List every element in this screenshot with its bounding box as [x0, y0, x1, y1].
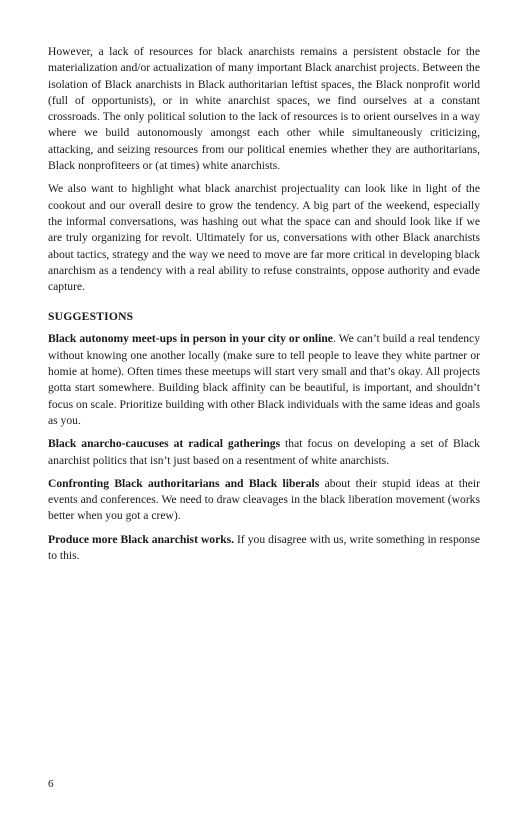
suggestions-heading: SUGGESTIONS — [48, 310, 134, 324]
suggestion-item — [48, 436, 480, 469]
page-number: 6 — [48, 778, 54, 790]
suggestion-title: Black anarcho-caucuses at radical gatherings — [48, 437, 281, 451]
body-paragraph: We also want to highlight what black anarchist projectuality can look like in light of the cookout and our overall desire to grow the tendency. A big part of the weekend, especially the informal conversations, was hashing out what the space can and should look like if we are truly organizing for revolt. Ultimately for us, conversations with other Black anarchists about tactics, strategy and the way we need to move are far more critical in developing black anarchism as a tendency with a real ability to refuse constraints, oppose authority and evade capture. — [48, 182, 480, 294]
suggestion-title: Confronting Black authoritarians and Black liberals — [48, 476, 320, 490]
suggestion-item — [48, 476, 480, 525]
suggestion-text: that focus on developing a set of Black anarchist politics that isn’t just based on a resentment of white anarchists. — [48, 437, 480, 467]
suggestion-text: If you disagree with us, write something in response to this. — [48, 532, 480, 563]
suggestion-item — [48, 532, 480, 565]
page-body — [48, 44, 480, 571]
body-paragraph: However, a lack of resources for black anarchists remains a persistent obstacle for the materialization and/or actualization of many important Black anarchist projects. Between the isolation of Black anarchists in Black authoritarian leftist spaces, the Black nonprofit world (full of opportunists), or in white anarchist spaces, we find ourselves at a constant crossroads. The only political solution to the lack of resources is to orient ourselves in a way where we build autonomously amongst each other while simultaneously criticizing, attacking, and seizing resources from our political enemies whether they are authoritarians, Black nonprofiteers or (at times) white anarchists. — [48, 45, 480, 173]
suggestion-item — [48, 331, 480, 429]
suggestion-title: Produce more Black anarchist works. — [48, 532, 235, 546]
suggestion-title: Black autonomy meet-ups in person in your city or online — [48, 332, 333, 346]
suggestion-text: . We can’t build a real tendency without knowing one another locally (make sure to tell people to leave they white partner or homie at home). Often times these meetups will start very small and that’s okay. All projects gotta start somewhere. Building black affinity can be beautiful, is important, and shouldn’t focus on scale. Prioritize building with other Black individuals with the same ideas and goals as you. — [48, 332, 480, 427]
suggestion-text: about their stupid ideas at their events and conferences. We need to draw cleavages in the black liberation movement (works better when you got a crew). — [48, 476, 480, 523]
